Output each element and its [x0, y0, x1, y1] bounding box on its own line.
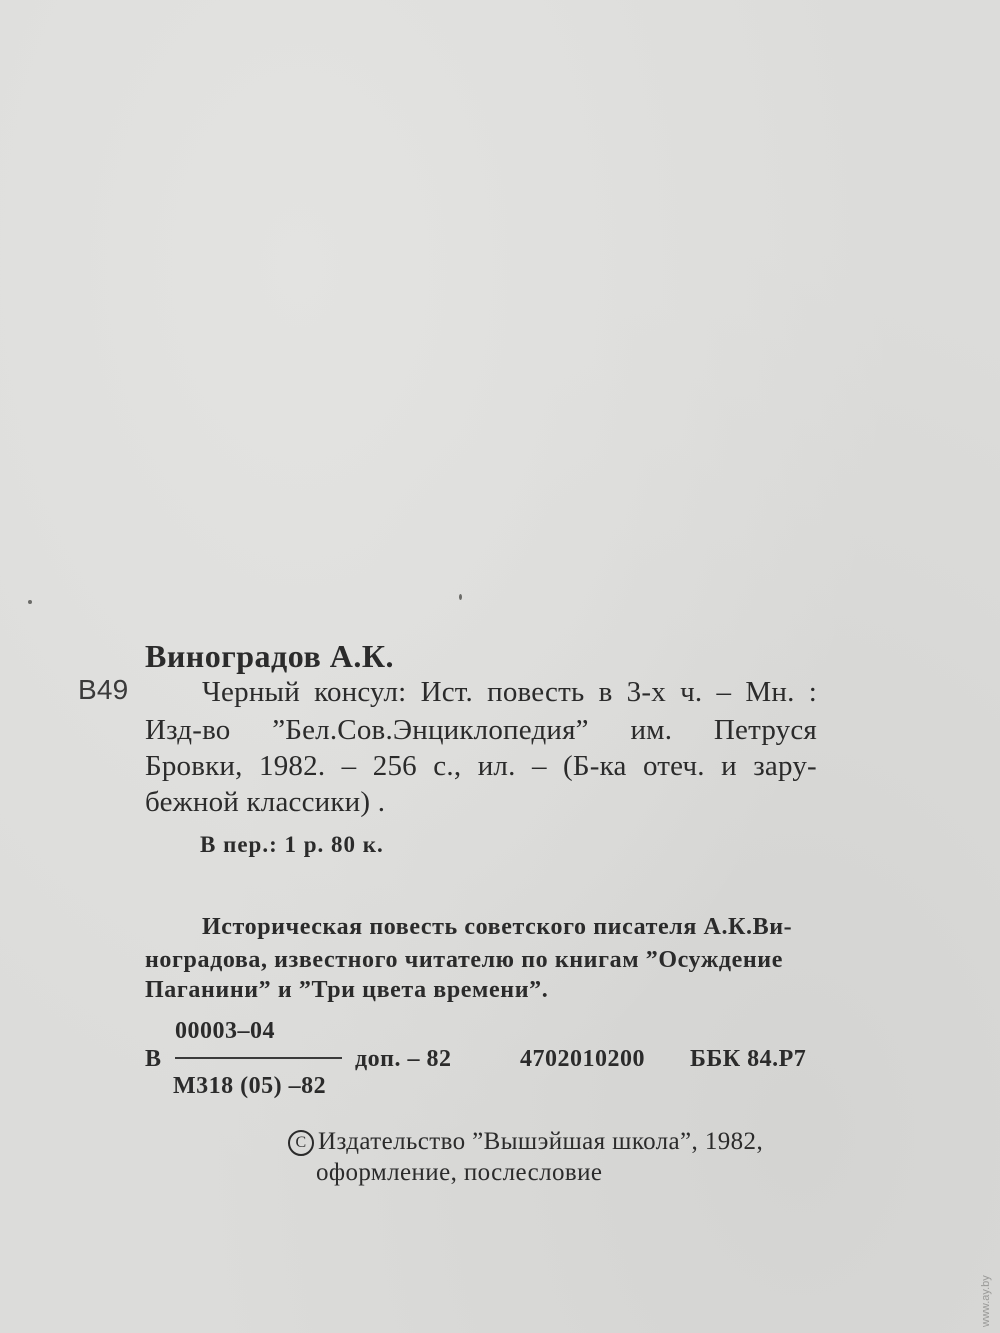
copyright-text: Издательство ”Вышэйшая школа”, 1982,	[318, 1128, 764, 1155]
word: –	[716, 676, 732, 708]
price-line: В пер.: 1 р. 80 к.	[200, 832, 384, 857]
justified-row	[145, 716, 817, 745]
copyright-line-1	[288, 1128, 763, 1156]
biblio-dop: доп. – 82	[355, 1046, 452, 1072]
author-heading: Виноградов А.К.	[145, 638, 395, 674]
word: Бровки,	[145, 750, 243, 782]
fraction-rule	[175, 1057, 342, 1059]
description-line-2	[145, 716, 817, 745]
word: –	[531, 750, 547, 782]
word: Черный	[202, 676, 300, 708]
biblio-number: 4702010200	[520, 1046, 645, 1072]
word: ил.	[477, 750, 516, 782]
annotation-line-1: Историческая повесть советского писателя А.К.Ви-	[202, 914, 793, 940]
biblio-prefix: В	[145, 1046, 162, 1072]
word: :	[808, 676, 817, 708]
description-line-4	[145, 788, 385, 817]
word: Ист.	[420, 676, 473, 708]
word: бежной	[145, 786, 240, 818]
word: с.,	[433, 750, 462, 782]
word: отеч.	[642, 750, 705, 782]
justified-row	[202, 678, 817, 707]
word: повесть	[487, 676, 585, 708]
word: –	[341, 750, 357, 782]
word: им.	[630, 714, 673, 746]
word: Петруся	[713, 714, 817, 746]
site-watermark: www.ay.by	[980, 1275, 992, 1327]
justified-row	[145, 752, 817, 781]
word: в	[598, 676, 613, 708]
biblio-numerator: 00003–04	[175, 1018, 275, 1044]
annotation-line-3: Паганини” и ”Три цвета времени”.	[145, 977, 549, 1003]
bbk-code: ББК 84.Р7	[690, 1046, 807, 1072]
word: классики)	[246, 786, 371, 818]
word: Изд-во	[145, 714, 231, 746]
word: ч.	[680, 676, 703, 708]
word: .	[377, 786, 386, 818]
word: ”Бел.Сов.Энциклопедия”	[272, 714, 589, 746]
word: Мн.	[745, 676, 795, 708]
word: и	[721, 750, 737, 782]
word: 1982.	[259, 750, 326, 782]
copyright-icon: C	[288, 1130, 314, 1156]
annotation-line-2: ноградова, известного читателю по книгам ”Осуждение	[145, 947, 783, 973]
word: 256	[372, 750, 417, 782]
description-line-1	[202, 678, 817, 707]
word: 3-х	[626, 676, 666, 708]
biblio-denominator: М318 (05) –82	[173, 1073, 327, 1099]
word: консул:	[314, 676, 407, 708]
word: зару-	[753, 750, 817, 782]
classification-code: В49	[78, 674, 129, 705]
word: (Б-ка	[563, 750, 627, 782]
paper-speck	[459, 594, 462, 600]
paper-speck	[28, 600, 32, 604]
description-line-3	[145, 752, 817, 781]
copyright-line-2: оформление, послесловие	[316, 1159, 603, 1186]
